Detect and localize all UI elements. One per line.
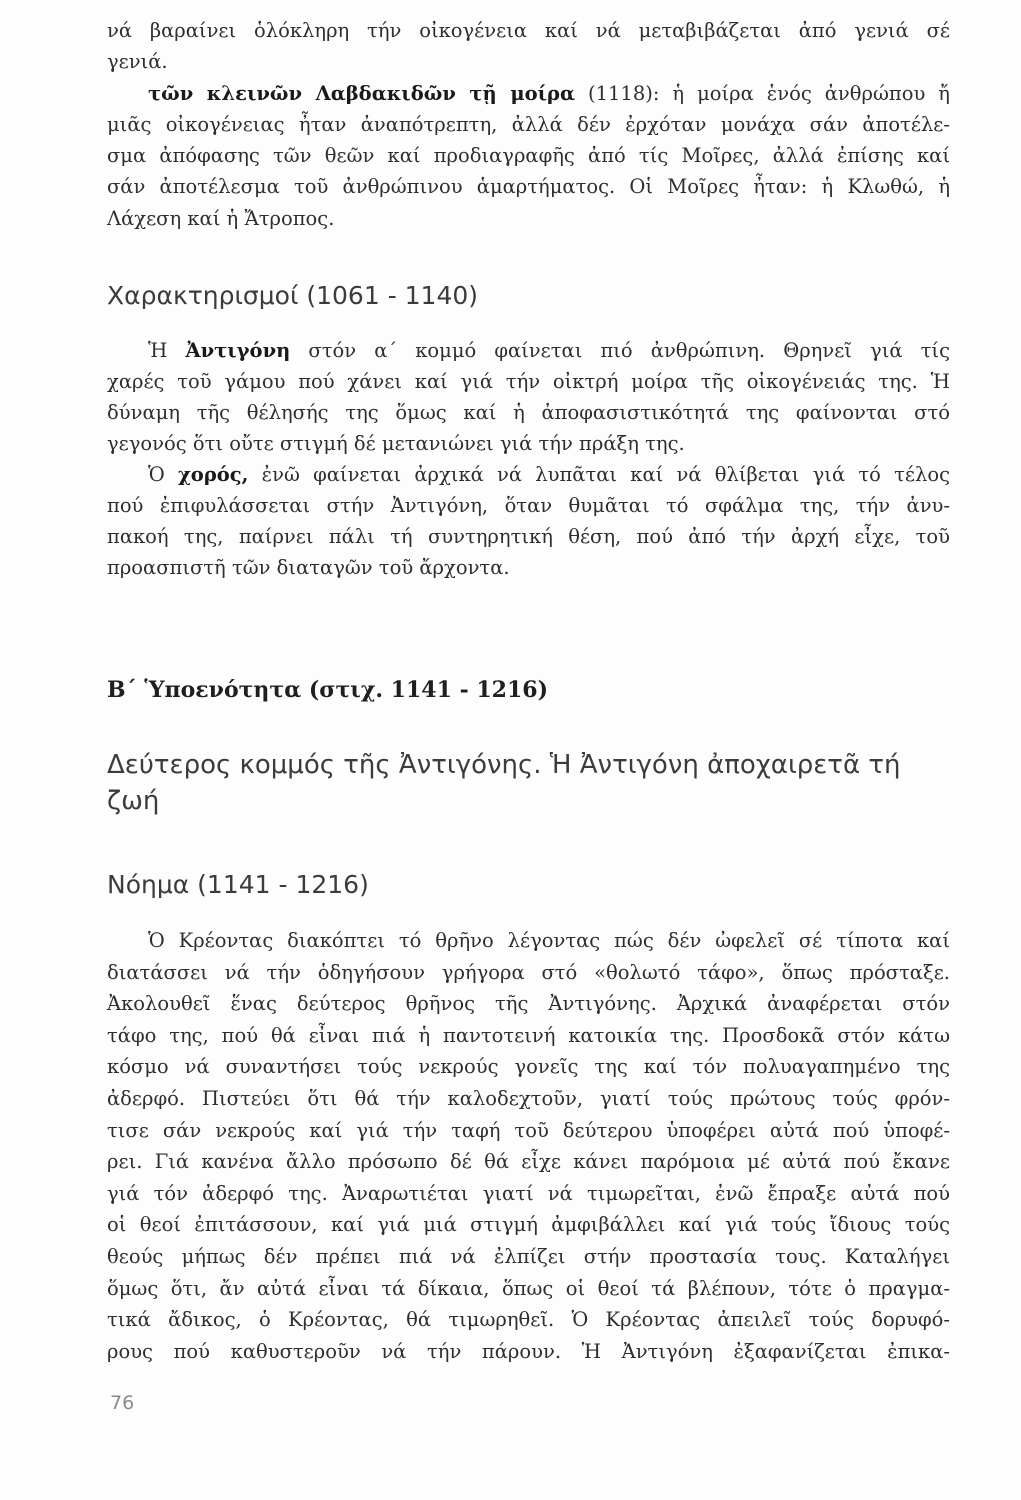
- glossed-phrase: τῶν κλεινῶν Λαβδακιδῶν τῇ μοίρα: [148, 81, 576, 105]
- page-number: 76: [110, 1392, 135, 1414]
- text-line: τικά ἄδικος, ὁ Κρέοντας, θά τιμωρηθεῖ. Ὁ Κρέοντας ἀπειλεῖ τούς δορυφό-: [107, 1308, 950, 1332]
- meaning-paragraph: [107, 925, 950, 1367]
- subsection-title: [107, 747, 950, 819]
- text-line: τάφο της, πού θά εἶναι πιά ἡ παντοτεινή κατοικία της. Προσδοκᾶ στόν κάτω: [107, 1023, 950, 1047]
- text-line: κόσμο νά συναντήσει τούς νεκρούς γονεῖς της καί τόν πολυαγαπημένο της: [107, 1055, 950, 1079]
- character-name: Ἀντιγόνη: [185, 339, 291, 362]
- text-line: γεγονός ὅτι οὔτε στιγμή δέ μετανιώνει γιά τήν πράξη της.: [107, 432, 685, 455]
- text-line: [107, 459, 950, 490]
- text-segment: ἐνῶ φαίνεται ἀρχικά νά λυπᾶται καί νά θλίβεται γιά τό τέλος: [261, 463, 950, 486]
- fate-note-paragraph: [107, 78, 950, 234]
- text-line: πού ἐπιφυλάσσεται στήν Ἀντιγόνη, ὅταν θυμᾶται τό σφάλμα της, τήν ἀνυ-: [107, 494, 950, 517]
- characterizations-body: [107, 335, 950, 583]
- text-line: διατάσσει νά τήν ὁδηγήσουν γρήγορα στό «θολωτό τάφο», ὅπως πρόσταξε.: [107, 960, 950, 984]
- text-line: χαρές τοῦ γάμου πού χάνει καί γιά τήν οἰκτρή μοίρα τῆς οἰκογένειάς της. Ἡ: [107, 370, 950, 393]
- subsection-label: Β΄ Ὑποενότητα (στιχ. 1141 - 1216): [107, 677, 548, 703]
- text-line: μιᾶς οἰκογένειας ἦταν ἀναπότρεπτη, ἀλλά δέν ἐρχόταν μονάχα σάν ἀποτέλε-: [107, 112, 950, 136]
- text-line: Ἀκολουθεῖ ἕνας δεύτερος θρῆνος τῆς Ἀντιγόνης. Ἀρχικά ἀναφέρεται στόν: [107, 992, 950, 1016]
- character-name: χορός,: [177, 463, 249, 486]
- text-line: ἀδερφό. Πιστεύει ὅτι θά τήν καλοδεχτοῦν, γιατί τούς πρώτους τούς φρόν-: [107, 1086, 950, 1110]
- text-line: δύναμη τῆς θέλησής της ὅμως καί ἡ ἀποφασιστικότητά της φαίνονται στό: [107, 401, 950, 424]
- text-line: γενιά.: [107, 50, 168, 74]
- text-line: νά βαραίνει ὁλόκληρη τήν οἰκογένεια καί νά μεταβιβάζεται ἀπό γενιά σέ: [107, 19, 950, 42]
- text-line: [107, 335, 950, 366]
- text-segment: στόν α΄ κομμό φαίνεται πιό ἀνθρώπινη. Θρηνεῖ γιά τίς: [308, 339, 950, 362]
- text-line: ρους πού καθυστεροῦν νά τήν πάρουν. Ἡ Ἀντιγόνη ἐξαφανίζεται ἐπικα-: [107, 1339, 950, 1363]
- title-line: ζωή: [107, 786, 160, 816]
- text-line: σάν ἀποτέλεσμα τοῦ ἀνθρώπινου ἁμαρτήματος. Οἱ Μοῖρες ἦταν: ἡ Κλωθώ, ἡ: [107, 175, 950, 199]
- text-line: πακοή της, παίρνει πάλι τή συντηρητική θέση, πού ἀπό τήν ἀρχή εἶχε, τοῦ: [107, 525, 950, 548]
- text-line: Λάχεση καί ἡ Ἄτροπος.: [107, 206, 335, 230]
- text-line: ρει. Γιά κανένα ἄλλο πρόσωπο δέ θά εἶχε κάνει παρόμοια μέ αὐτά πού ἔκανε: [107, 1150, 950, 1174]
- text-line: ὅμως ὅτι, ἄν αὐτά εἶναι τά δίκαια, ὅπως οἱ θεοί τά βλέπουν, τότε ὁ πραγμα-: [107, 1276, 950, 1300]
- meaning-heading: Νόημα (1141 - 1216): [107, 870, 369, 899]
- text-line: προασπιστῆ τῶν διαταγῶν τοῦ ἄρχοντα.: [107, 556, 510, 579]
- continued-paragraph: [107, 15, 950, 78]
- text-line: τισε σάν νεκρούς καί γιά τήν ταφή τοῦ δεύτερου ὑποφέρει αὐτά πού ὑποφέ-: [107, 1118, 950, 1142]
- text-line: [107, 78, 950, 109]
- title-line: Δεύτερος κομμός τῆς Ἀντιγόνης. Ἡ Ἀντιγόνη ἀποχαιρετᾶ τή: [107, 750, 901, 780]
- text-line: οἱ θεοί ἐπιτάσσουν, καί γιά μιά στιγμή ἀμφιβάλλει καί γιά τούς ἴδιους τούς: [107, 1213, 950, 1237]
- text-segment: Ὁ: [148, 463, 165, 486]
- text-line: σμα ἀπόφασης τῶν θεῶν καί προδιαγραφῆς ἀπό τίς Μοῖρες, ἀλλά ἐπίσης καί: [107, 144, 950, 168]
- text-line: Ὁ Κρέοντας διακόπτει τό θρῆνο λέγοντας πώς δέν ὠφελεῖ σέ τίποτα καί: [148, 929, 950, 952]
- characterizations-heading: Χαρακτηρισμοί (1061 - 1140): [107, 281, 479, 310]
- text-segment: (1118): ἡ μοίρα ἑνός ἀνθρώπου ἤ: [588, 81, 950, 105]
- text-segment: Ἡ: [148, 339, 168, 362]
- text-line: γιά τόν ἀδερφό της. Ἀναρωτιέται γιατί νά τιμωρεῖται, ἐνῶ ἔπραξε αὐτά πού: [107, 1181, 950, 1205]
- text-line: θεούς μήπως δέν πρέπει πιά νά ἐλπίζει στήν προστασία τους. Καταλήγει: [107, 1244, 950, 1268]
